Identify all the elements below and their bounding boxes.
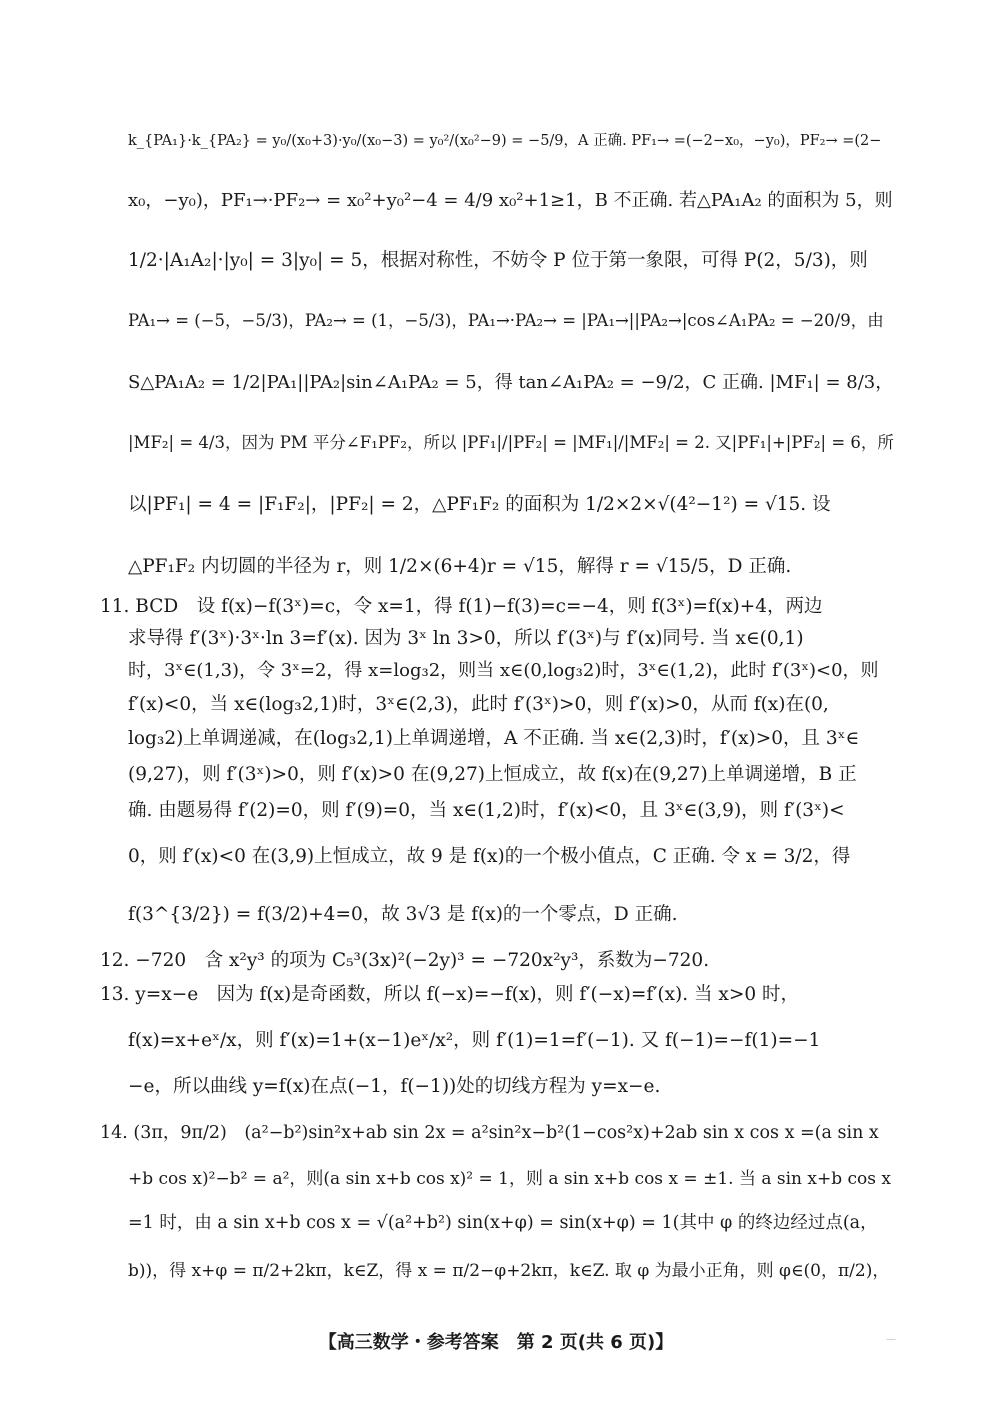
text-line: △PF₁F₂ 内切圆的半径为 r，则 1/2×(6+4)r = √15，解得 r = √15/5，D 正确. (128, 556, 792, 577)
text-line: (9,27)，则 f′(3ˣ)>0，则 f′(x)>0 在(9,27)上恒成立，故 f(x)在(9,27)上单调递增，B 正 (128, 764, 857, 785)
text-line: 1/2·|A₁A₂|·|y₀| = 3|y₀| = 5，根据对称性，不妨令 P 位于第一象限，可得 P(2，5/3)，则 (128, 250, 868, 271)
text-line: 确. 由题易得 f′(2)=0，则 f′(9)=0，当 x∈(1,2)时，f′(x)<0，且 3ˣ∈(3,9)，则 f′(3ˣ)< (128, 800, 845, 821)
text-line: =1 时，由 a sin x+b cos x = √(a²+b²) sin(x+φ) = sin(x+φ) = 1(其中 φ 的终边经过点(a， (128, 1213, 878, 1233)
text-line: 0，则 f′(x)<0 在(3,9)上恒成立，故 9 是 f(x)的一个极小值点，C 正确. 令 x = 3/2，得 (128, 846, 851, 867)
page-footer: 【高三数学・参考答案 第 2 页(共 6 页)】 (318, 1332, 674, 1353)
corner-mark: — (886, 1334, 896, 1345)
text-line: f′(x)<0，当 x∈(log₃2,1)时，3ˣ∈(2,3)，此时 f′(3ˣ)>0，则 f′(x)>0，从而 f(x)在(0, (128, 694, 829, 715)
text-line: x₀，−y₀)，PF₁→·PF₂→ = x₀²+y₀²−4 = 4/9 x₀²+1≥1，B 不正确. 若△PA₁A₂ 的面积为 5，则 (128, 190, 893, 211)
text-line: 时，3ˣ∈(1,3)，令 3ˣ=2，得 x=log₃2，则当 x∈(0,log₃2)时，3ˣ∈(1,2)，此时 f′(3ˣ)<0，则 (128, 660, 879, 681)
text-line: 以|PF₁| = 4 = |F₁F₂|，|PF₂| = 2，△PF₁F₂ 的面积为 1/2×2×√(4²−1²) = √15. 设 (128, 494, 831, 515)
answer-item-13: 13. y=x−e 因为 f(x)是奇函数，所以 f(−x)=−f(x)，则 f′(−x)=f′(x). 当 x>0 时， (100, 984, 799, 1005)
text-line: b))，得 x+φ = π/2+2kπ，k∈Z，得 x = π/2−φ+2kπ，k∈Z. 取 φ 为最小正角，则 φ∈(0，π/2)， (128, 1261, 890, 1281)
text-line: log₃2)上单调递减，在(log₃2,1)上单调递增，A 不正确. 当 x∈(2,3)时，f′(x)>0，且 3ˣ∈ (128, 728, 860, 749)
text-line: +b cos x)²−b² = a²，则(a sin x+b cos x)² = 1，则 a sin x+b cos x = ±1. 当 a sin x+b cos x (128, 1169, 891, 1189)
text-line: PA₁→ = (−5，−5/3)，PA₂→ = (1，−5/3)，PA₁→·PA₂→ = |PA₁→||PA₂→|cos∠A₁PA₂ = −20/9，由 (128, 311, 884, 330)
text-line: k_{PA₁}·k_{PA₂} = y₀/(x₀+3)·y₀/(x₀−3) = y₀²/(x₀²−9) = −5/9，A 正确. PF₁→ =(−2−x₀，−y₀)，PF₂→ =(2− (128, 133, 882, 149)
text-line: |MF₂| = 4/3，因为 PM 平分∠F₁PF₂，所以 |PF₁|/|PF₂| = |MF₁|/|MF₂| = 2. 又|PF₁|+|PF₂| = 6，所 (128, 433, 894, 452)
text-line: 求导得 f′(3ˣ)·3ˣ·ln 3=f′(x). 因为 3ˣ ln 3>0，所以 f′(3ˣ)与 f′(x)同号. 当 x∈(0,1) (128, 628, 804, 649)
answer-item-12: 12. −720 含 x²y³ 的项为 C₅³(3x)²(−2y)³ = −720x²y³，系数为−720. (100, 950, 710, 971)
text-line: S△PA₁A₂ = 1/2|PA₁||PA₂|sin∠A₁PA₂ = 5，得 tan∠A₁PA₂ = −9/2，C 正确. |MF₁| = 8/3， (128, 372, 894, 393)
text-line: f(3^{3/2}) = f(3/2)+4=0，故 3√3 是 f(x)的一个零点，D 正确. (128, 904, 678, 925)
text-line: f(x)=x+eˣ/x，则 f′(x)=1+(x−1)eˣ/x²，则 f′(1)=1=f′(−1). 又 f(−1)=−f(1)=−1 (128, 1030, 821, 1051)
answer-item-11: 11. BCD 设 f(x)−f(3ˣ)=c，令 x=1，得 f(1)−f(3)=c=−4，则 f(3ˣ)=f(x)+4，两边 (100, 596, 823, 617)
answer-item-14: 14. (3π，9π/2) (a²−b²)sin²x+ab sin 2x = a²sin²x−b²(1−cos²x)+2ab sin x cos x =(a sin x (100, 1123, 879, 1143)
text-line: −e，所以曲线 y=f(x)在点(−1，f(−1))处的切线方程为 y=x−e. (128, 1076, 661, 1097)
